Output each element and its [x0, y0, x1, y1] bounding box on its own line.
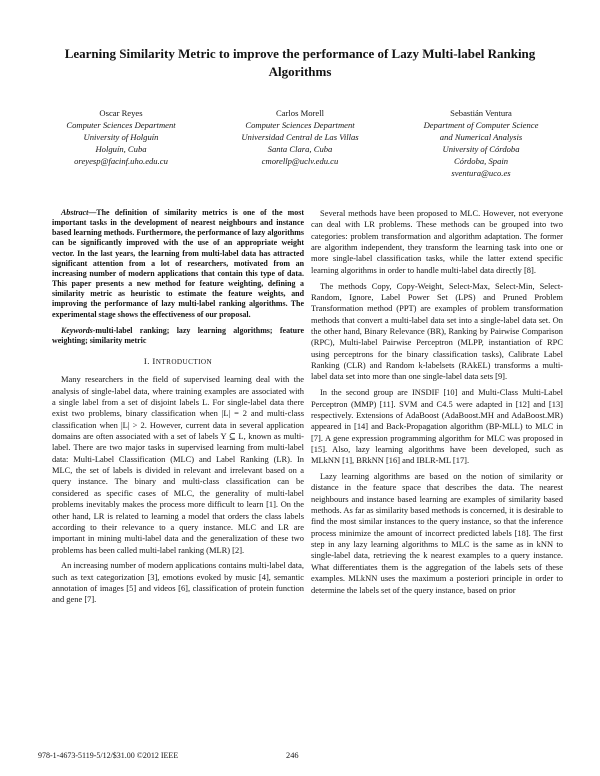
- section-heading-introduction: [52, 356, 304, 368]
- author-university: Universidad Central de Las Villas: [241, 132, 359, 142]
- abstract: [52, 208, 304, 320]
- author-email: cmorellp@uclv.edu.cu: [261, 156, 339, 166]
- section-title: NTRODUCTION: [155, 358, 213, 367]
- keywords: [52, 326, 304, 346]
- author-location: Santa Clara, Cuba: [267, 144, 333, 154]
- author-department: Department of Computer Science: [423, 120, 539, 130]
- author-block-2: [205, 107, 395, 167]
- author-name: Oscar Reyes: [99, 108, 143, 118]
- author-name: Sebastián Ventura: [450, 108, 512, 118]
- author-name: Carlos Morell: [276, 108, 324, 118]
- paragraph: Lazy learning algorithms are based on the notion of similarity or distance in the feature space that describes the data. The nearest neighbours and instance based learning are examples of similarity based methods. As far as similarity based methods is concerned, it is desirable to find the most similar instances to the query instance, so that the inference process minimize the amount of incorrect predicted labels [18]. The first step in any lazy learning algorithms to MLC is the same as in kNN to single-label data, retrieving the k nearest examples to a query instance. What differentiates them is the aggregation of the labels sets of these examples. MLkNN uses the maximum a posteriori principle in order to determine the labels set of the query instance, based on prior: [311, 471, 563, 595]
- author-university: University of Córdoba: [442, 144, 520, 154]
- author-block-3: [386, 107, 576, 179]
- paragraph: In the second group are INSDIF [10] and Multi-Class Multi-Label Perceptron (MMP) [11]. SVM and C4.5 were adapted in [12] and [13] respectively. Extensions of AdaBoost (AdaBoost.MH and AdaBoost.MR) appeared in [14] and Back-Propagation algorithm (BP-MLL) to MLC in [7]. A gene expression programming algorithm for MLC was proposed in [15]. Also, lazy learning algorithms have been developed, such as MLkNN [1], BRkNN [16] and IBLR-ML [17].: [311, 387, 563, 466]
- footer-isbn: 978-1-4673-5119-5/12/$31.00 ©2012 IEEE: [38, 751, 179, 760]
- author-location: Córdoba, Spain: [453, 156, 509, 166]
- author-block-1: [26, 107, 216, 167]
- author-email: oreyesp@facinf.uho.edu.cu: [74, 156, 168, 166]
- page-number: 246: [286, 751, 299, 760]
- paragraph: Many researchers in the field of supervised learning deal with the analysis of single-label data, where training examples are associated with a single label from a set of disjoint labels L. For single-label data there exist two problems, binary classification when |L| = 2 and multi-class classification when |L| > 2. However, current data in several application domains are often associated with a set of labels Y ⊆ L, known as multi-label. There are two major tasks in supervised learning from multi-label data: Multi-Label Classification (MLC) and Label Ranking (LR). In MLC, the set of labels is divided in relevant and irrelevant based on a query instance. The binary and multi-class classification can be considered as specific cases of MLC, the generality of multi-label problems inevitably makes the process more difficult to learn [1]. On the other hand, LR is related to learning a model that orders the class labels according to their relevance to a query instance. MLC and LR are important in mining multi-label data and the generalization of these two problems has been called multi-label ranking (MLR) [2].: [52, 374, 304, 555]
- paper-title: Learning Similarity Metric to improve the performance of Lazy Multi-label Ranking Algorithms: [64, 46, 536, 79]
- abstract-label: Abstract: [61, 208, 89, 217]
- section-numeral: I. I: [143, 356, 156, 367]
- abstract-text: —The definition of similarity metrics is one of the most important tasks in the development of nearest neighbours and instance based learning methods. Furthermore, the performance of lazy algorithms can be significantly improved with the use of an appropriate weight vector. In the last years, the learning from multi-label data has attracted significant attention from a lot of researchers, motivated from an increasing number of modern applications that contain this type of data. This paper presents a new method for feature weighting, defining a similarity metric as heuristic to estimate the feature weights, and improving the performance of lazy multi-label ranking algorithms. The experimental stage shows the effectiveness of our proposal.: [52, 208, 304, 319]
- keywords-label: Keywords: [61, 325, 93, 335]
- paragraph: The methods Copy, Copy-Weight, Select-Max, Select-Min, Select-Random, Ignore, Label Power Set (LPS) and Pruned Problem Transformation method (PPT) are examples of problem transformation methods that convert a multi-label data set into a single-label data set. On the other hand, Binary Relevance (BR), Ranking by Pairwise Comparison (RPC), Multi-label Pairwise Perceptron (MLPP, instantiation of RPC using perceptrons for the binary classification tasks), Calibrate Label Ranking (CLR) and Random k-labelsets (RAkEL) transforms a multi-label data set into more than one single-label data sets [9].: [311, 280, 563, 382]
- right-column: [311, 208, 563, 600]
- author-university: University of Holguín: [83, 132, 159, 142]
- author-department: Computer Sciences Department: [245, 120, 355, 130]
- author-location: Holguín, Cuba: [95, 144, 147, 154]
- left-column: [52, 208, 304, 610]
- author-department: Computer Sciences Department: [66, 120, 176, 130]
- author-email: sventura@uco.es: [451, 168, 511, 178]
- author-department-line2: and Numerical Analysis: [439, 132, 523, 142]
- paragraph: An increasing number of modern applications contains multi-label data, such as text categorization [3], emotions evoked by music [4], semantic annotation of images [5] and videos [6], classification of protein function and gene [7].: [52, 560, 304, 605]
- keywords-text: -multi-label ranking; lazy learning algorithms; feature weighting; similarity metric: [52, 325, 304, 345]
- paragraph: Several methods have been proposed to MLC. However, not everyone can deal with LR problems. These methods can be grouped into two categories: problem transformation and algorithm adaptation. The former are algorithm independent, they transform the learning task into one or more single-label classification tasks, while the latter extend specific learning algorithms in order to handle multi-label data directly [8].: [311, 208, 563, 275]
